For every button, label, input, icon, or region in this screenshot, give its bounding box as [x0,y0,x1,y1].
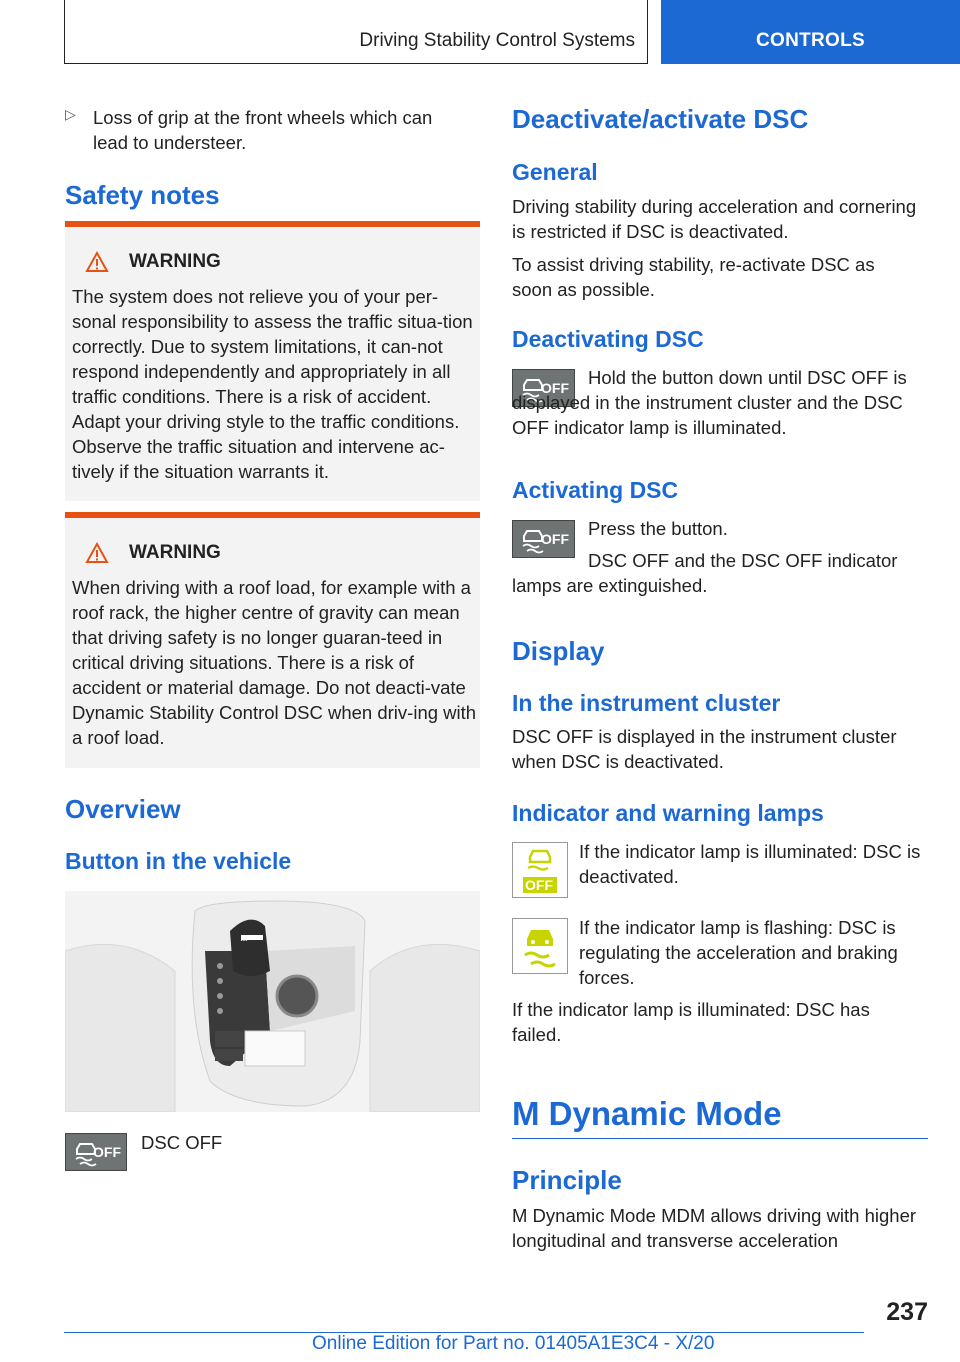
m-logo: M [241,934,248,943]
off-label: OFF [541,531,569,547]
warning-box-2 [65,512,480,768]
principle-heading: Principle [512,1165,622,1195]
page-number: 237 [886,1298,928,1326]
instrument-cluster-text: DSC OFF is displayed in the instrument cluster when DSC is deactivated. [512,726,897,772]
off-label: OFF [541,380,569,396]
dsc-off-caption: DSC OFF [141,1132,223,1153]
warning-header-2 [85,542,221,564]
warning-label-1: WARNING [129,251,221,272]
lamp-failed-text: If the indicator lamp is illuminated: DSC has failed. [512,999,870,1045]
bullet-text: Loss of grip at the front wheels which can lead to understeer. [93,107,433,153]
warning-text-2: When driving with a roof load, for example with a roof rack, the higher centre of gravity can mean that driving safety is no longer guaran-teed in critical driving situations. There is a risk of accident or material damage. Do not deacti-vate Dynamic Stability Control DSC when driv-ing with a roof load. [72,577,477,748]
dsc-off-button-icon [65,1133,127,1171]
section-title: Driving Stability Control Systems [359,30,635,51]
general-paragraph-1: Driving stability during acceleration and cornering is restricted if DSC is deactivated. [512,196,917,242]
chapter-tab[interactable] [661,0,960,64]
instrument-cluster-heading: In the instrument cluster [512,690,781,716]
edition-text: Online Edition for Part no. 01405A1E3C4 - X/20 [312,1333,715,1354]
warning-triangle-icon [85,251,109,273]
chapter-label: CONTROLS [755,30,865,51]
bullet-marker: ▷ [65,106,76,122]
heading-rule [512,1138,928,1139]
activating-heading: Activating DSC [512,477,679,503]
dsc-off-lamp-icon [512,842,568,898]
indicator-lamps-heading: Indicator and warning lamps [512,800,824,826]
general-paragraph-2: To assist driving stability, re-activate DSC as soon as possible. [512,254,875,300]
lamp-flashing-text: If the indicator lamp is flashing: DSC is regulating the acceleration and braking forces. [579,917,898,988]
warning-text-1: The system does not relieve you of your per-sonal responsibility to assess the traffic situa-tion correctly. Due to system limitations, it can-not respond independently and appropriately in all traffic conditions. There is a risk of accident. Adapt your driving style to the traffic conditions. Observe the traffic situation and intervene ac-tively if the situation warrants it. [72,286,473,482]
warning-header-1 [85,251,221,273]
deactivate-activate-heading: Deactivate/activate DSC [512,104,809,134]
center-console-image [65,891,480,1112]
display-heading: Display [512,636,605,666]
m-dynamic-mode-heading: M Dynamic Mode [512,1095,782,1132]
activating-paragraph-1: Press the button. [588,518,728,539]
lamp-off-label: OFF [525,877,553,893]
overview-heading: Overview [65,794,181,824]
activating-paragraph-2: DSC OFF and the DSC OFF indicator lamps are extinguished. [512,550,898,596]
principle-text: M Dynamic Mode MDM allows driving with higher longitudinal and transverse acceleration [512,1205,917,1251]
off-label: OFF [93,1144,121,1160]
header-bar [64,0,648,64]
dsc-active-lamp-drawing [513,919,567,973]
safety-notes-heading: Safety notes [65,180,220,210]
button-in-vehicle-heading: Button in the vehicle [65,848,292,874]
dsc-active-lamp-icon [512,918,568,974]
center-console-drawing [65,891,480,1112]
deactivating-text: Hold the button down until DSC OFF is displayed in the instrument cluster and the DSC OFF indicator lamp is illuminated. [512,367,907,438]
lamp-illuminated-text: If the indicator lamp is illuminated: DSC is deactivated. [579,841,921,887]
warning-label-2: WARNING [129,542,221,563]
warning-box-1 [65,221,480,501]
warning-triangle-icon [85,542,109,564]
general-heading: General [512,159,598,185]
deactivating-heading: Deactivating DSC [512,326,704,352]
